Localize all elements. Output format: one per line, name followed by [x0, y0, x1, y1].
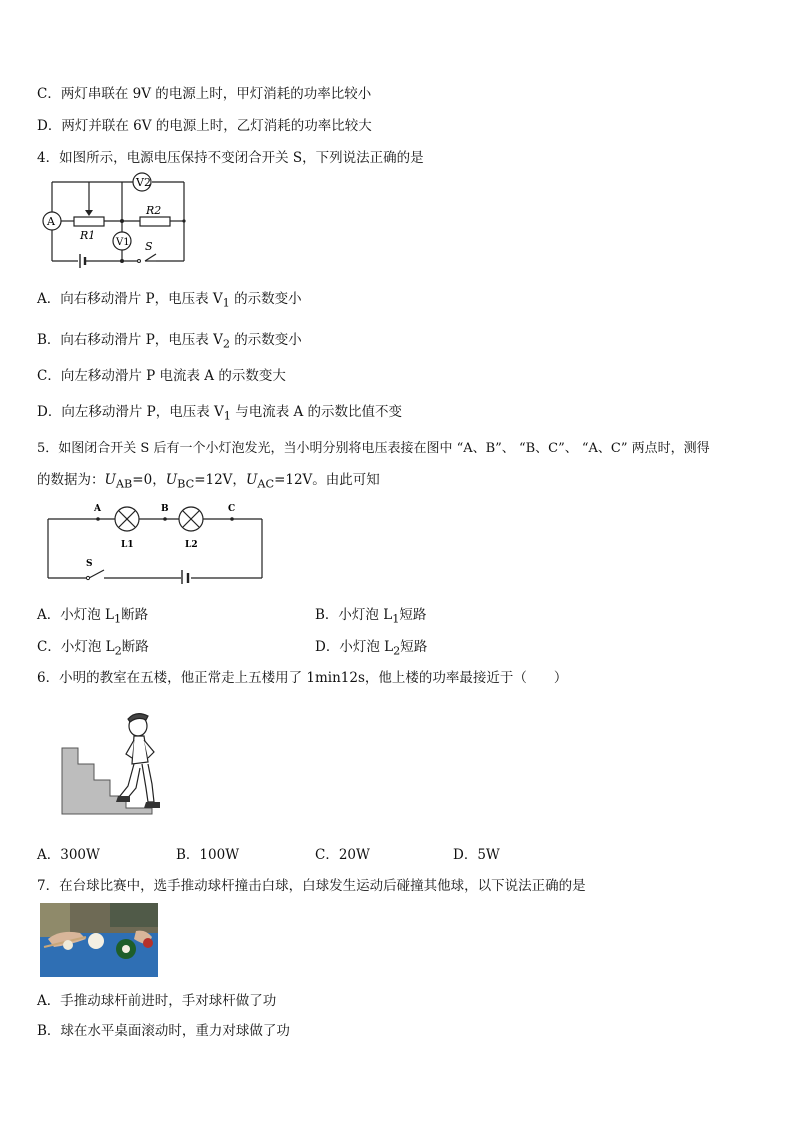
lamp-l2-label: L2 [185, 540, 198, 550]
q4-option-c: C．向左移动滑片 P 电流表 A 的示数变大 [37, 368, 286, 384]
q6-stem: 6．小明的教室在五楼，他正常走上五楼用了 1min12s，他上楼的功率最接近于（ ） [37, 670, 568, 686]
ammeter-label: A [47, 215, 55, 228]
q5-stem-line2: 的数据为：$U_{AB}=0$，$U_{BC}=12V$，$U_{AC}=12V$。由此可知 [37, 472, 380, 491]
point-a-label: A [94, 504, 101, 514]
q6-option-d: D．5W [453, 847, 500, 863]
q5-option-a: A．小灯泡 $L_1$断路 [37, 607, 149, 626]
q5-circuit-diagram [42, 500, 268, 584]
r2-label: R2 [146, 204, 162, 217]
q5-stem-line1: 5．如图闭合开关 S 后有一个小灯泡发光，当小明分别将电压表接在图中 “A、B”、 “B、C”、 “A、C” 两点时，测得 [37, 441, 710, 456]
q4-option-b: B．向右移动滑片 P，电压表 $V_2$ 的示数变小 [37, 332, 302, 351]
q6-option-a: A．300W [37, 847, 100, 863]
point-c-label: C [228, 504, 236, 514]
v1-label: V1 [116, 237, 130, 248]
q6-option-b: B．100W [176, 847, 240, 863]
r1-label: R1 [80, 229, 96, 242]
billiards-photo [40, 903, 158, 977]
switch-label: S [86, 559, 93, 569]
q4-option-d: D．向左移动滑片 P，电压表 $V_1$ 与电流表 A 的示数比值不变 [37, 404, 403, 423]
q7-option-b: B．球在水平桌面滚动时，重力对球做了功 [37, 1023, 290, 1039]
q7-stem: 7．在台球比赛中，选手推动球杆撞击白球，白球发生运动后碰撞其他球，以下说法正确的是 [37, 878, 586, 894]
stairs-climbing-illustration [60, 710, 170, 818]
q3-option-d: D．两灯并联在 6V 的电源上时，乙灯消耗的功率比较大 [37, 118, 372, 134]
q5-option-d: D．小灯泡 $L_2$短路 [315, 639, 428, 658]
q4-stem: 4．如图所示，电源电压保持不变闭合开关 S，下列说法正确的是 [37, 150, 424, 166]
q5-option-c: C．小灯泡 $L_2$断路 [37, 639, 149, 658]
switch-label: S [145, 240, 153, 253]
q4-circuit-diagram [40, 170, 192, 272]
v2-label: V2 [136, 176, 151, 189]
q4-option-a: A．向右移动滑片 P，电压表 $V_1$ 的示数变小 [37, 291, 302, 310]
point-b-label: B [161, 504, 169, 514]
q6-option-c: C．20W [315, 847, 370, 863]
lamp-l1-label: L1 [121, 540, 134, 550]
q5-option-b: B．小灯泡 $L_1$短路 [315, 607, 427, 626]
q7-option-a: A．手推动球杆前进时，手对球杆做了功 [37, 993, 277, 1009]
q3-option-c: C．两灯串联在 9V 的电源上时，甲灯消耗的功率比较小 [37, 86, 372, 102]
